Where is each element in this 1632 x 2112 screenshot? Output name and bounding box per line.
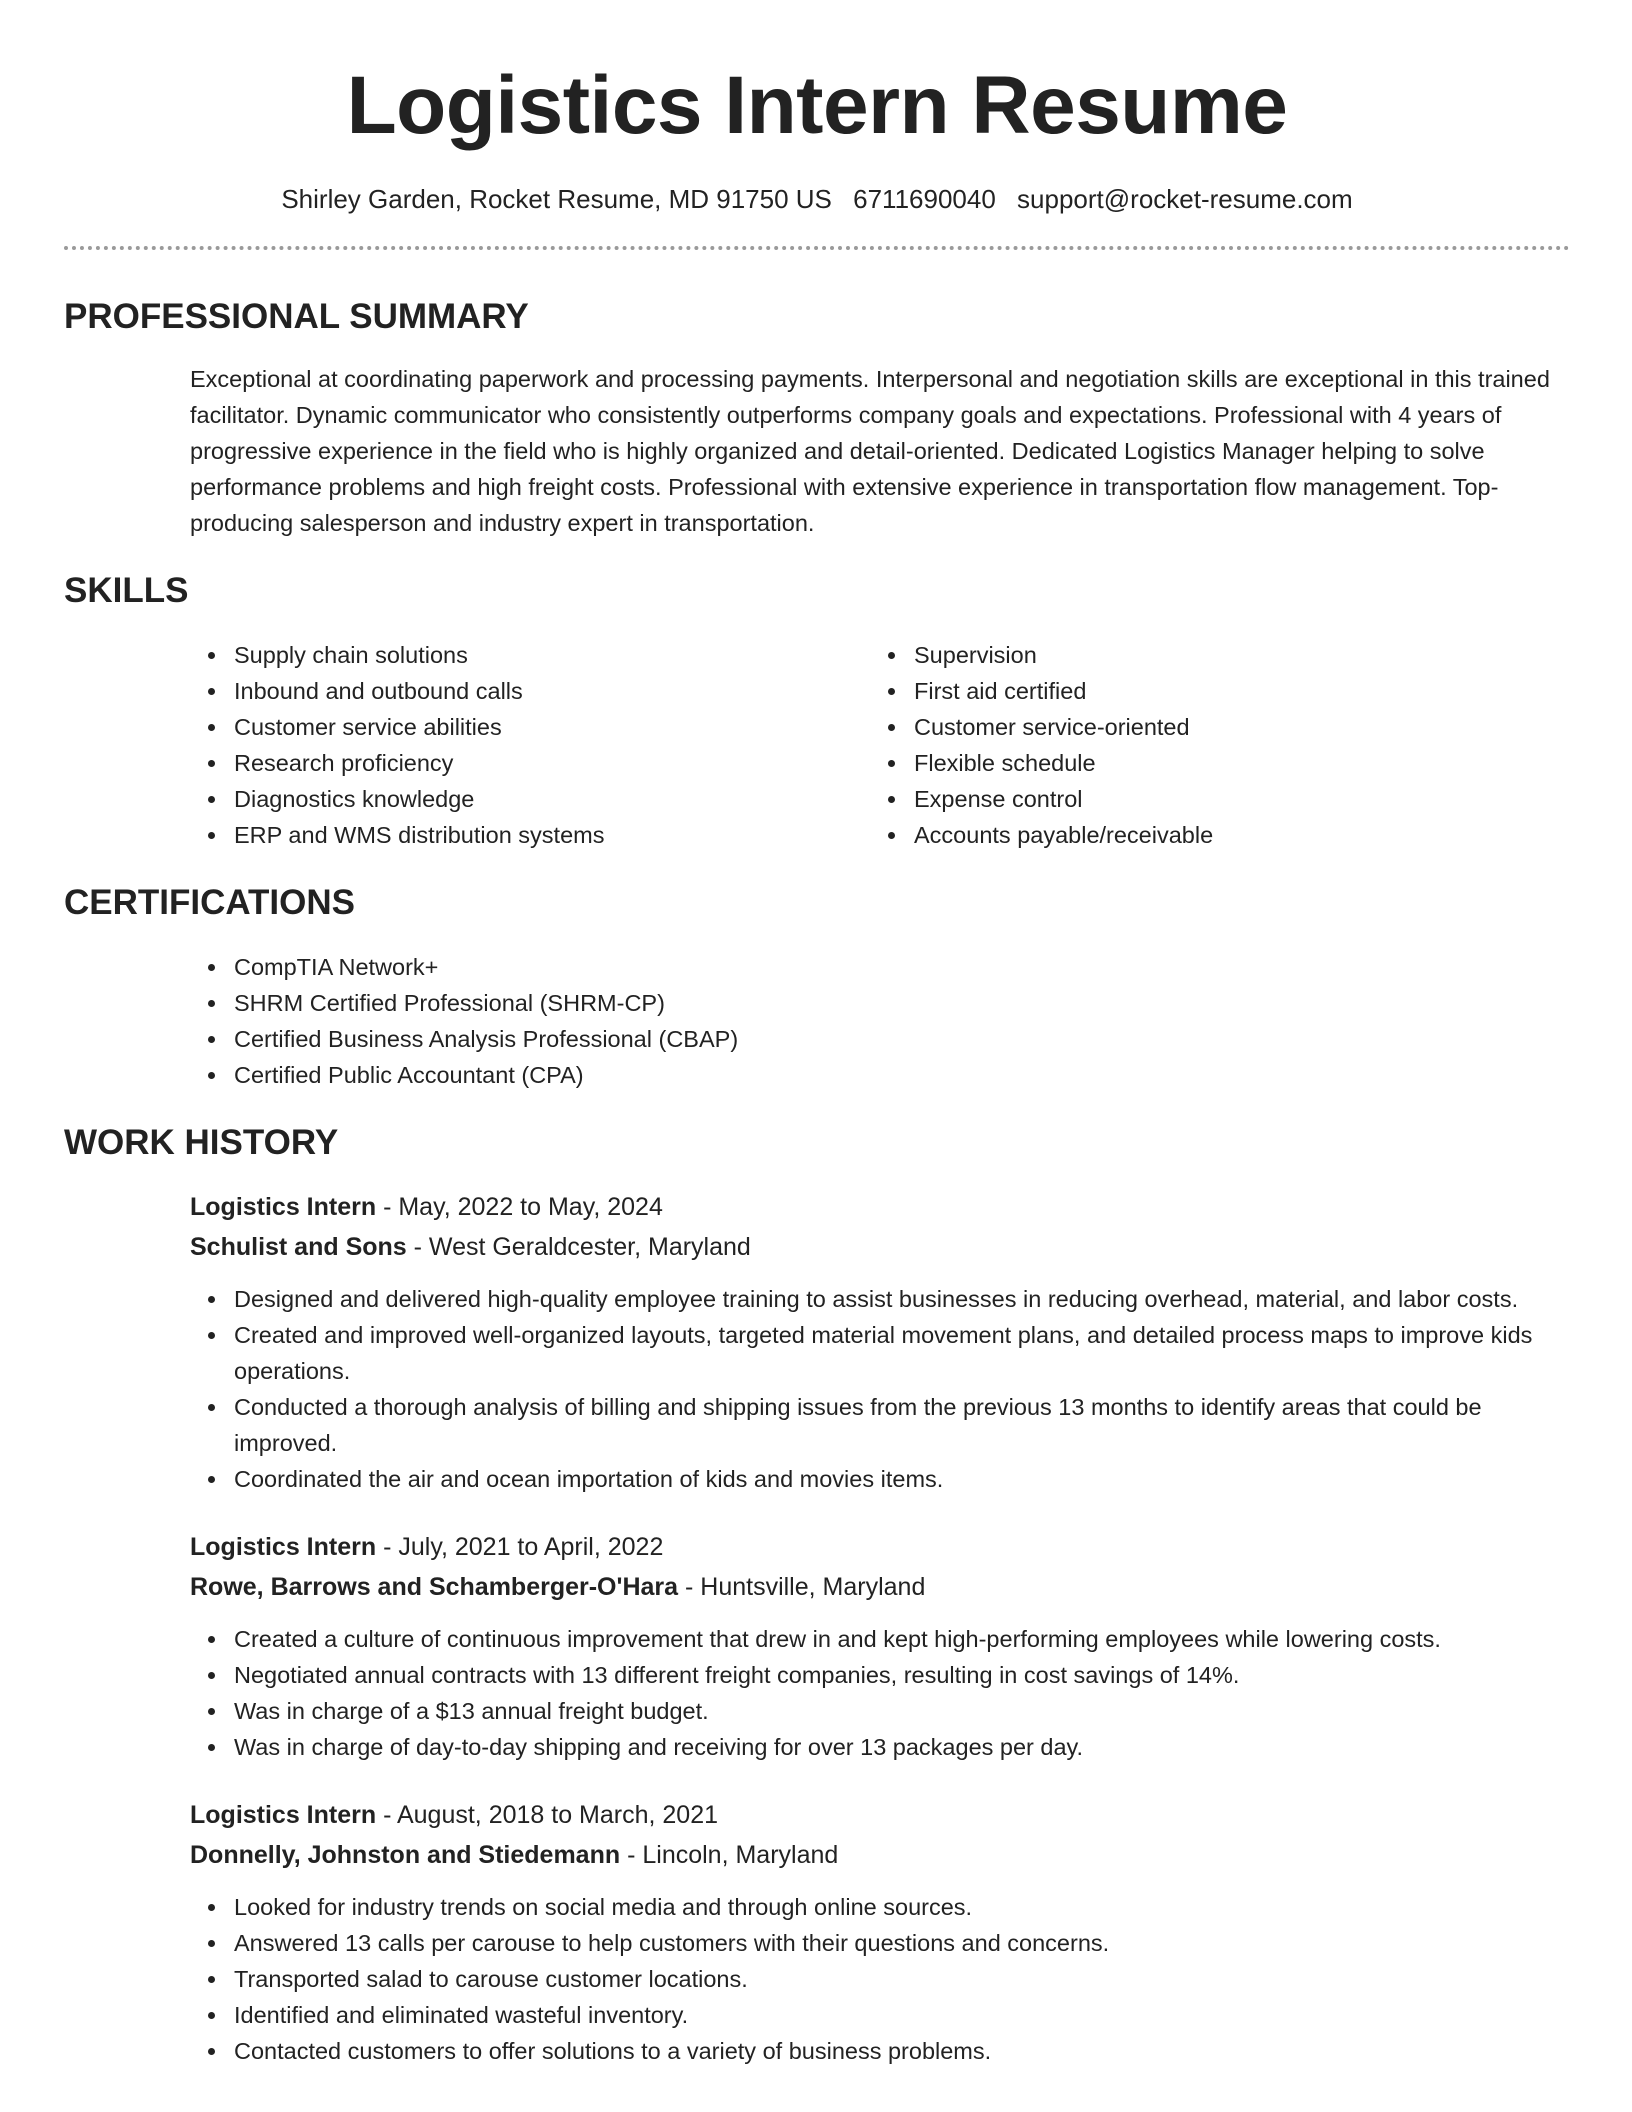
list-item: Accounts payable/receivable xyxy=(914,817,1550,853)
job-title-line xyxy=(190,1527,1570,1567)
resume-title: Logistics Intern Resume xyxy=(346,60,1288,151)
skills-column-right xyxy=(870,637,1550,853)
skills-list-right xyxy=(870,637,1550,853)
job-dates: - July, 2021 to April, 2022 xyxy=(376,1533,664,1561)
list-item: Designed and delivered high-quality employee training to assist businesses in reducing overhead, material, and labor costs. xyxy=(234,1281,1570,1317)
list-item: Was in charge of a $13 annual freight budget. xyxy=(234,1693,1570,1729)
list-item: Answered 13 calls per carouse to help customers with their questions and concerns. xyxy=(234,1925,1570,1961)
job-title: Logistics Intern xyxy=(190,1801,377,1829)
certifications-heading: CERTIFICATIONS xyxy=(64,883,356,922)
job-company-line xyxy=(190,1835,1570,1875)
skills-list-left xyxy=(190,637,870,853)
list-item: CompTIA Network+ xyxy=(234,949,1570,985)
list-item: Supply chain solutions xyxy=(234,637,870,673)
job-duties-list xyxy=(190,1889,1570,2069)
job-entry xyxy=(190,1187,1570,1497)
job-company: Rowe, Barrows and Schamberger-O'Hara xyxy=(190,1573,679,1601)
list-item: Contacted customers to offer solutions to a variety of business problems. xyxy=(234,2033,1570,2069)
list-item: First aid certified xyxy=(914,673,1550,709)
job-location: - Lincoln, Maryland xyxy=(620,1841,839,1869)
job-duties-list xyxy=(190,1621,1570,1765)
skills-column-left xyxy=(190,637,870,853)
list-item: ERP and WMS distribution systems xyxy=(234,817,870,853)
job-location: - West Geraldcester, Maryland xyxy=(406,1233,751,1261)
list-item: Looked for industry trends on social media and through online sources. xyxy=(234,1889,1570,1925)
list-item: Conducted a thorough analysis of billing and shipping issues from the previous 13 months to identify areas that could be improved. xyxy=(234,1389,1570,1461)
list-item: Certified Public Accountant (CPA) xyxy=(234,1057,1570,1093)
list-item: Supervision xyxy=(914,637,1550,673)
work-history-heading: WORK HISTORY xyxy=(64,1123,339,1162)
skills-section xyxy=(64,569,1570,853)
list-item: SHRM Certified Professional (SHRM-CP) xyxy=(234,985,1570,1021)
list-item: Inbound and outbound calls xyxy=(234,673,870,709)
contact-line xyxy=(64,182,1570,216)
list-item: Created a culture of continuous improvement that drew in and kept high-performing employees while lowering costs. xyxy=(234,1621,1570,1657)
summary-section xyxy=(64,295,1570,541)
list-item: Coordinated the air and ocean importation of kids and movies items. xyxy=(234,1461,1570,1497)
certifications-section xyxy=(64,881,1570,1093)
job-title-line xyxy=(190,1187,1570,1227)
summary-heading: PROFESSIONAL SUMMARY xyxy=(64,297,529,336)
contact-phone: 6711690040 xyxy=(853,184,996,214)
job-entry xyxy=(190,1527,1570,1765)
job-title: Logistics Intern xyxy=(190,1193,377,1221)
work-history-section xyxy=(64,1121,1570,2069)
job-location: - Huntsville, Maryland xyxy=(678,1573,926,1601)
job-entry xyxy=(190,1795,1570,2069)
list-item: Customer service abilities xyxy=(234,709,870,745)
certifications-list xyxy=(190,949,1570,1093)
list-item: Transported salad to carouse customer locations. xyxy=(234,1961,1570,1997)
header-divider xyxy=(64,246,1570,250)
contact-address: Shirley Garden, Rocket Resume, MD 91750 US xyxy=(281,184,832,214)
job-duties-list xyxy=(190,1281,1570,1497)
list-item: Identified and eliminated wasteful inventory. xyxy=(234,1997,1570,2033)
job-dates: - August, 2018 to March, 2021 xyxy=(376,1801,719,1829)
job-company: Schulist and Sons xyxy=(190,1233,407,1261)
contact-email: support@rocket-resume.com xyxy=(1017,184,1353,214)
list-item: Expense control xyxy=(914,781,1550,817)
summary-text: Exceptional at coordinating paperwork and processing payments. Interpersonal and negotiation skills are exceptional in this trained facilitator. Dynamic communicator who consistently outperforms company goals and expectations. Professional with 4 years of progressive experience in the field who is highly organized and detail-oriented. Dedicated Logistics Manager helping to solve performance problems and high freight costs. Professional with extensive experience in transportation flow management. Top-producing salesperson and industry expert in transportation. xyxy=(190,366,1550,536)
job-company: Donnelly, Johnston and Stiedemann xyxy=(190,1841,621,1869)
list-item: Created and improved well-organized layouts, targeted material movement plans, and detailed process maps to improve kids operations. xyxy=(234,1317,1570,1389)
job-title: Logistics Intern xyxy=(190,1533,377,1561)
resume-page xyxy=(64,0,1570,2069)
skills-heading: SKILLS xyxy=(64,571,189,610)
list-item: Flexible schedule xyxy=(914,745,1550,781)
skills-columns xyxy=(190,637,1570,853)
list-item: Was in charge of day-to-day shipping and receiving for over 13 packages per day. xyxy=(234,1729,1570,1765)
job-company-line xyxy=(190,1227,1570,1267)
list-item: Customer service-oriented xyxy=(914,709,1550,745)
list-item: Negotiated annual contracts with 13 different freight companies, resulting in cost savings of 14%. xyxy=(234,1657,1570,1693)
job-title-line xyxy=(190,1795,1570,1835)
job-company-line xyxy=(190,1567,1570,1607)
list-item: Research proficiency xyxy=(234,745,870,781)
list-item: Diagnostics knowledge xyxy=(234,781,870,817)
list-item: Certified Business Analysis Professional (CBAP) xyxy=(234,1021,1570,1057)
job-dates: - May, 2022 to May, 2024 xyxy=(376,1193,663,1221)
